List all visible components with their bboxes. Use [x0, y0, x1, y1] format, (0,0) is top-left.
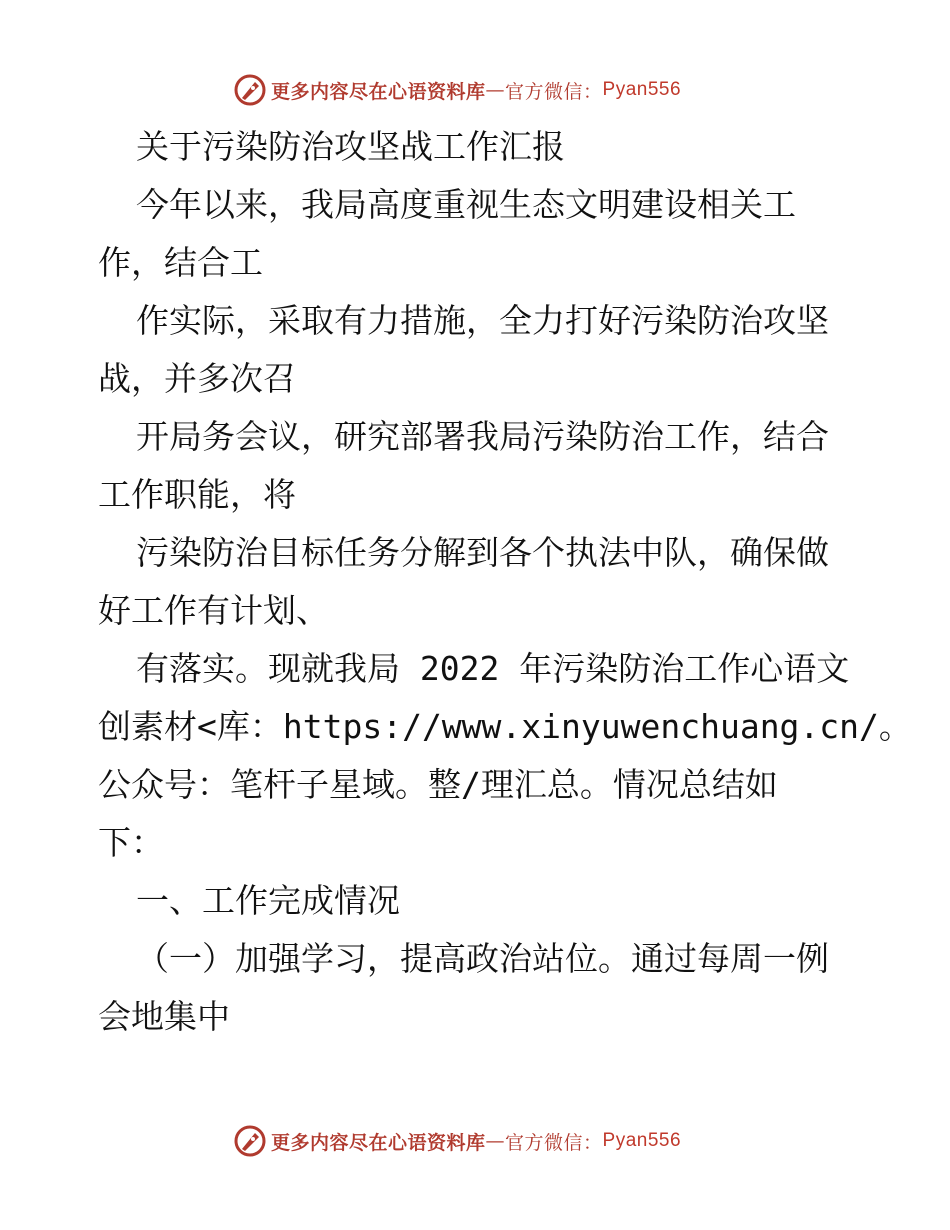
header-watermark [233, 73, 681, 107]
doc-line: 有落实。现就我局 2022 年污染防治工作心语文 [136, 649, 850, 688]
banner-dash: — [485, 79, 506, 101]
doc-line: 污染防治目标任务分解到各个执法中队，确保做 [136, 533, 829, 572]
doc-line: 工作职能，将 [98, 475, 296, 514]
doc-line: 好工作有计划、 [98, 591, 329, 630]
doc-line: 创素材<库：https://www.xinyuwenchuang.cn/。 [98, 707, 912, 746]
banner-wechat-label: 官方微信： [505, 80, 603, 103]
banner-wechat-id: Pyan556 [602, 1130, 682, 1151]
banner-text: 更多内容尽在心语资料库 [271, 1131, 486, 1154]
doc-line: 会地集中 [98, 997, 230, 1036]
doc-line: 开局务会议，研究部署我局污染防治工作，结合 [136, 417, 829, 456]
doc-line: 下： [98, 823, 164, 862]
doc-line: 今年以来，我局高度重视生态文明建设相关工 [136, 185, 796, 224]
doc-line: 战，并多次召 [98, 359, 296, 398]
banner-text: 更多内容尽在心语资料库 [271, 80, 486, 103]
doc-title: 关于污染防治攻坚战工作汇报 [136, 127, 565, 166]
document-body [98, 118, 912, 1046]
doc-line: 作，结合工 [98, 243, 263, 282]
banner-wechat-label: 官方微信： [505, 1131, 603, 1154]
doc-line: 公众号：笔杆子星域。整/理汇总。情况总结如 [98, 765, 778, 804]
doc-line: （一）加强学习，提高政治站位。通过每周一例 [136, 939, 829, 978]
banner-dash: — [485, 1130, 506, 1152]
footer-watermark [233, 1124, 681, 1158]
pen-nib-icon [233, 73, 267, 107]
banner-wechat-id: Pyan556 [602, 79, 682, 100]
pen-nib-icon [233, 1124, 267, 1158]
section-heading: 一、工作完成情况 [136, 881, 400, 920]
doc-line: 作实际，采取有力措施，全力打好污染防治攻坚 [136, 301, 829, 340]
